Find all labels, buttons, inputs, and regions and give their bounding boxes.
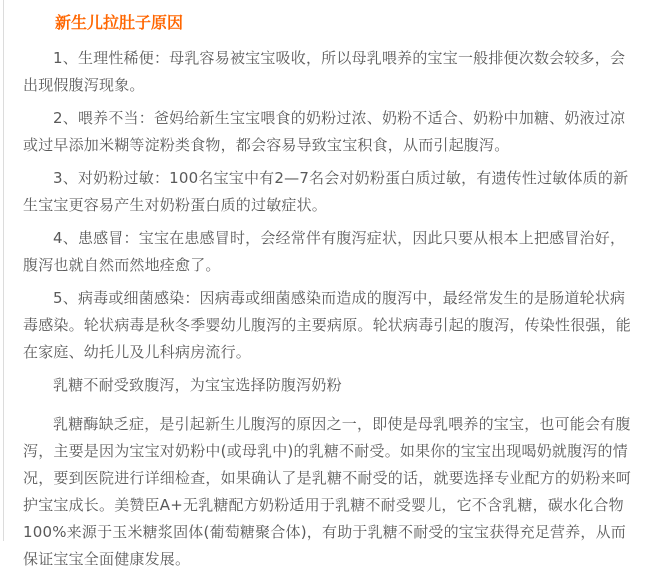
paragraph-cold: 4、患感冒：宝宝在患感冒时，会经常伴有腹泻症状，因此只要从根本上把感冒治好，腹泻也就自然而然地痊愈了。: [23, 229, 626, 274]
paragraph-physiological-loose-stool: 1、生理性稀便：母乳容易被宝宝吸收，所以母乳喂养的宝宝一般排便次数会较多，会出现假腹泻现象。: [23, 49, 626, 94]
paragraph-closing-lactase-deficiency: 乳糖酶缺乏症，是引起新生儿腹泻的原因之一，即使是母乳喂养的宝宝，也可能会有腹泻，主要是因为宝宝对奶粉中(或母乳中)的乳糖不耐受。如果你的宝宝出现喝奶就腹泻的情况，要到医院进行详细检查，如果确认了是乳糖不耐受的话，就要选择专业配方的奶粉来呵护宝宝成长。美赞臣A+无乳糖配方奶粉适用于乳糖不耐受婴儿，它不含乳糖，碳水化合物100%来源于玉米糖浆固体(葡萄糖聚合体)，有助于乳糖不耐受的宝宝获得充足营养，从而保证宝宝全面健康发展。: [23, 415, 632, 568]
subheading-lactose-intolerance: 乳糖不耐受致腹泻，为宝宝选择防腹泻奶粉: [53, 376, 342, 394]
paragraph-improper-feeding: 2、喂养不当：爸妈给新生宝宝喂食的奶粉过浓、奶粉不适合、奶粉中加糖、奶液过凉或过早添加米糊等淀粉类食物，都会容易导致宝宝积食，从而引起腹泻。: [23, 109, 626, 154]
article-body: [3, 0, 646, 568]
paragraph-virus-bacteria-infection: 5、病毒或细菌感染：因病毒或细菌感染而造成的腹泻中，最经常发生的是肠道轮状病毒感染。轮状病毒是秋冬季婴幼儿腹泻的主要病原。轮状病毒引起的腹泻，传染性很强，能在家庭、幼托儿及儿科病房流行。: [23, 289, 632, 361]
paragraph-milk-powder-allergy: 3、对奶粉过敏：100名宝宝中有2—7名会对奶粉蛋白质过敏，有遗传性过敏体质的新生宝宝更容易产生对奶粉蛋白质的过敏症状。: [23, 169, 629, 214]
article-title: 新生儿拉肚子原因: [55, 13, 184, 32]
